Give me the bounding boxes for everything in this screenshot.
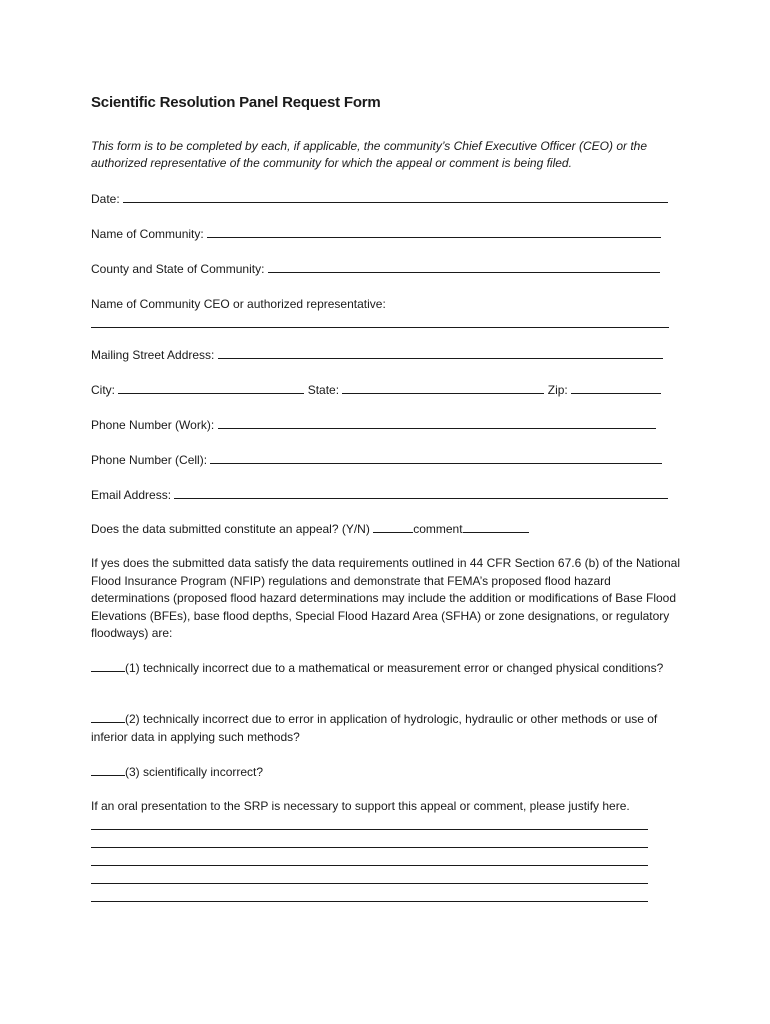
phone-cell-field[interactable]: [210, 452, 662, 464]
appeal-row: [91, 521, 529, 538]
justification-line-1[interactable]: [91, 829, 648, 830]
option-2-field[interactable]: [91, 711, 125, 723]
form-intro: This form is to be completed by each, if applicable, the community’s Chief Executive Officer (CEO) or the authorized representative of the community for which the appeal or comment is being filed.: [91, 139, 648, 170]
phone-cell-label: Phone Number (Cell):: [91, 453, 208, 467]
email-row: [91, 487, 668, 504]
county-state-label: County and State of Community:: [91, 262, 265, 276]
date-row: [91, 191, 668, 208]
zip-label: Zip:: [547, 383, 568, 397]
form-title: Scientific Resolution Panel Request Form: [91, 94, 381, 111]
mailing-field[interactable]: [218, 347, 663, 359]
requirements-paragraph: If yes does the submitted data satisfy the data requirements outlined in 44 CFR Section 67.6 (b) of the National Flood Insurance Program (NFIP) regulations and demonstrate that FEMA’s proposed flood hazard determinations (proposed flood hazard determinations may include the addition or modifications of Base Flood Elevations (BFEs), base flood depths, Special Flood Hazard Area (SFHA) or zone designations, or regulatory floodways) are:: [91, 556, 680, 640]
zip-field[interactable]: [571, 382, 661, 394]
justification-line-4[interactable]: [91, 883, 648, 884]
oral-presentation-row: [91, 798, 630, 815]
community-name-label: Name of Community:: [91, 227, 204, 241]
state-field[interactable]: [342, 382, 544, 394]
community-name-field[interactable]: [207, 226, 661, 238]
option-2-text: (2) technically incorrect due to error in application of hydrologic, hydraulic or other methods or use of inferior data in applying such methods?: [91, 712, 658, 744]
ceo-field[interactable]: [91, 327, 669, 328]
email-field[interactable]: [174, 487, 668, 499]
justification-line-3[interactable]: [91, 865, 648, 866]
phone-work-row: [91, 417, 656, 434]
mailing-row: [91, 347, 663, 364]
email-label: Email Address:: [91, 488, 172, 502]
option-1: [91, 660, 681, 678]
oral-presentation-text: If an oral presentation to the SRP is necessary to support this appeal or comment, please justify here.: [91, 799, 630, 813]
city-state-zip-row: [91, 382, 661, 399]
option-3: [91, 764, 263, 781]
date-field[interactable]: [123, 191, 668, 203]
city-label: City:: [91, 383, 115, 397]
county-state-row: [91, 261, 660, 278]
community-name-row: [91, 226, 661, 243]
date-label: Date:: [91, 192, 120, 206]
ceo-label: Name of Community CEO or authorized representative:: [91, 297, 386, 311]
justification-line-2[interactable]: [91, 847, 648, 848]
justification-line-5[interactable]: [91, 901, 648, 902]
mailing-label: Mailing Street Address:: [91, 348, 215, 362]
phone-cell-row: [91, 452, 662, 469]
option-1-field[interactable]: [91, 660, 125, 672]
appeal-comment-label: comment: [413, 522, 463, 536]
option-2: [91, 711, 681, 746]
appeal-comment-field[interactable]: [463, 521, 529, 533]
county-state-field[interactable]: [268, 261, 660, 273]
phone-work-label: Phone Number (Work):: [91, 418, 215, 432]
appeal-yn-field[interactable]: [373, 521, 413, 533]
appeal-question: Does the data submitted constitute an appeal? (Y/N): [91, 522, 370, 536]
phone-work-field[interactable]: [218, 417, 656, 429]
option-1-text: (1) technically incorrect due to a mathematical or measurement error or changed physical conditions?: [125, 661, 664, 675]
ceo-row: [91, 296, 386, 313]
city-field[interactable]: [118, 382, 304, 394]
option-3-text: (3) scientifically incorrect?: [125, 765, 264, 779]
option-3-field[interactable]: [91, 764, 125, 776]
state-label: State:: [307, 383, 340, 397]
